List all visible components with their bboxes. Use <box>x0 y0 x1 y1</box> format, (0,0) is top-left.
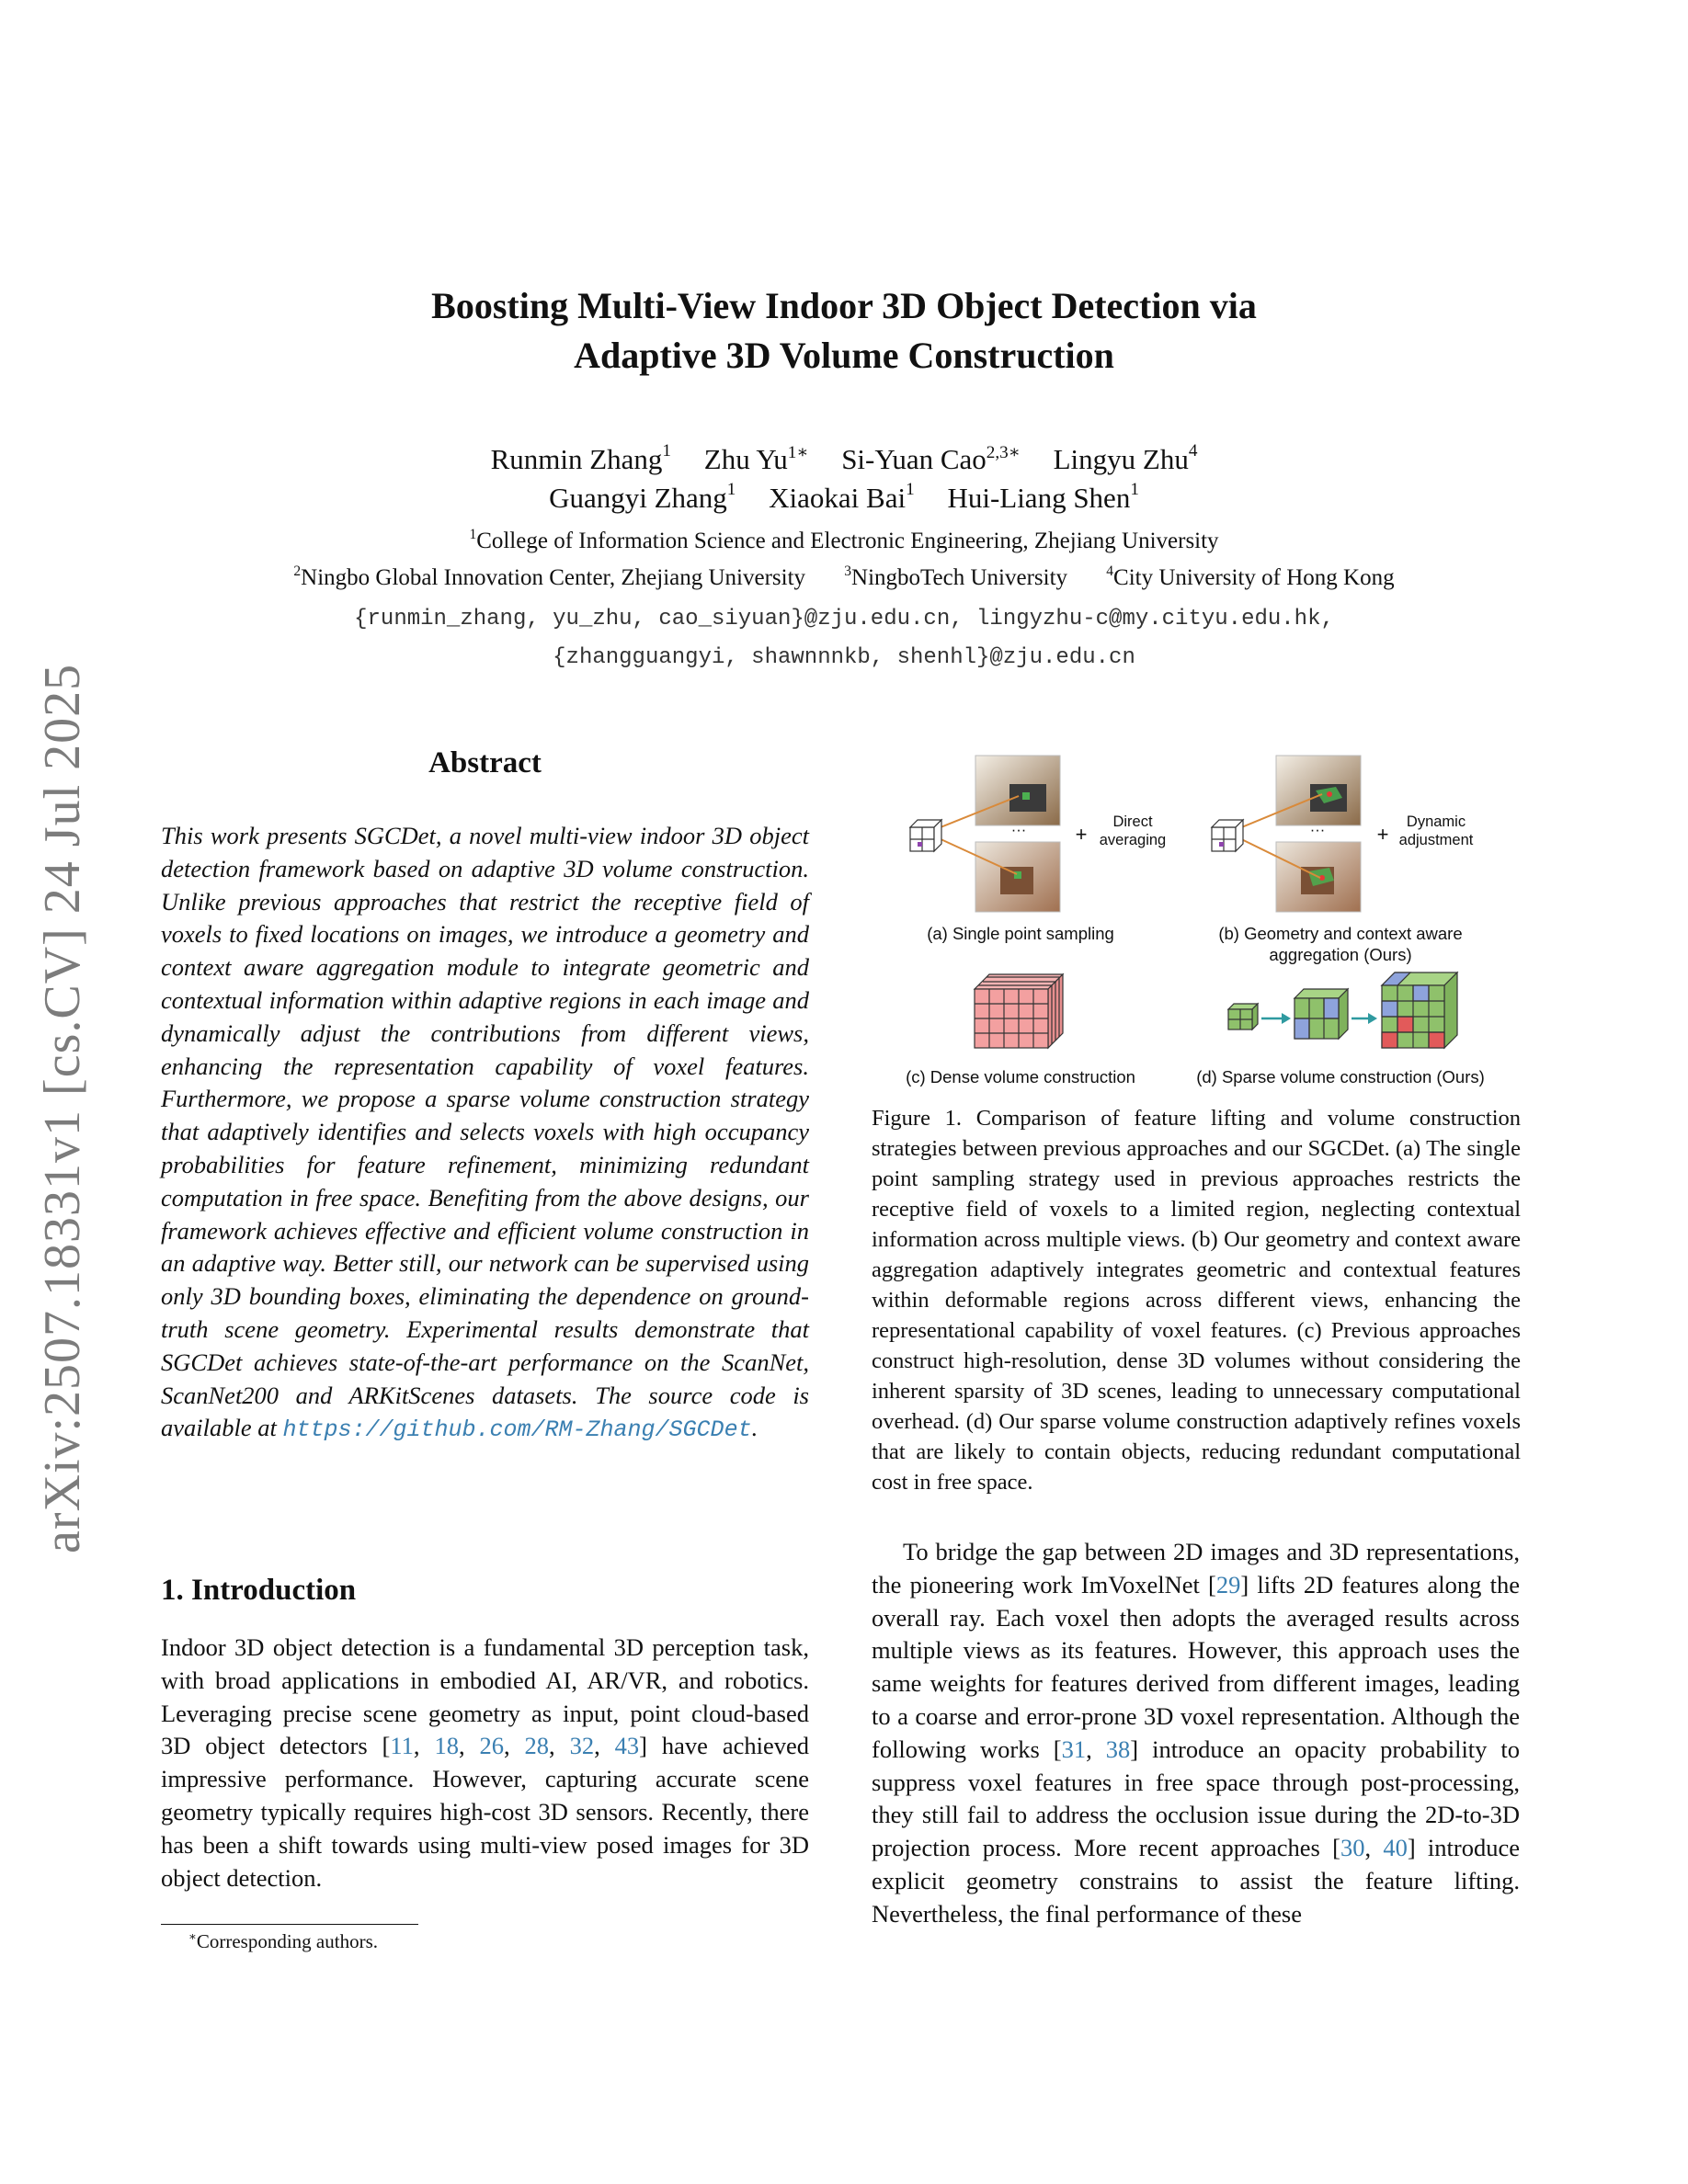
arxiv-identifier: arXiv:2507.18331v1 [cs.CV] 24 Jul 2025 <box>34 663 91 1553</box>
body-text: , <box>1364 1834 1384 1862</box>
voxel-cube-a <box>910 820 941 851</box>
caption-label: Figure 1. <box>872 1106 963 1131</box>
right-column-paragraph <box>872 1536 1520 1931</box>
body-text: To bridge the gap between 2D images and 3D representations, the pioneering work ImVoxelNet [ <box>872 1538 1520 1598</box>
subcaption-c: (c) Dense volume construction <box>906 1067 1135 1086</box>
paper-title <box>0 281 1688 381</box>
citation-link[interactable]: 11 <box>390 1732 414 1760</box>
abstract-text: This work presents SGCDet, a novel multi-view indoor 3D object detection framework based on adaptive 3D volume construction. Unlike previous approaches that restrict the receptive field of voxels to fixed locations on images, we introduce a geometry and context aware aggregation module to integrate geometric and contextual information within adaptive regions in each image and dynamically adjust the contributions from different views, enhancing the representation capability of voxel features. Furthermore, we propose a sparse volume construction strategy that adaptively identifies and selects voxels with high occupancy probabilities for feature refinement, minimizing redundant computation in free space. Benefiting from the above designs, our framework achieves effective and efficient volume construction in an adaptive way. Better still, our network can be supervised using only 3D bounding boxes, eliminating the dependence on ground-truth scene geometry. Experimental results demonstrate that SGCDet achieves state-of-the-art performance on the ScanNet, ScanNet200 and ARKitScenes datasets. The source code is available at <box>161 822 809 1442</box>
abstract-heading: Abstract <box>428 746 542 779</box>
body-text: , <box>1086 1735 1106 1763</box>
author: Xiaokai Bai$^1$ <box>769 480 915 514</box>
citation-link[interactable]: 32 <box>569 1732 595 1760</box>
dense-volume-cube <box>975 974 1063 1048</box>
footnote-rule <box>161 1924 418 1925</box>
citation-link[interactable]: 38 <box>1105 1735 1131 1763</box>
figure-1-graphic <box>872 743 1521 1092</box>
affiliation: $^2$Ningbo Global Innovation Center, Zhejiang University <box>293 563 806 590</box>
body-text: ] introduce explicit geometry constrains to assist the feature lifting. Nevertheless, the final performance of these <box>872 1834 1520 1928</box>
citation-link[interactable]: 28 <box>524 1732 550 1760</box>
room-image-a-top <box>975 756 1060 825</box>
sparse-cube-medium <box>1295 989 1348 1039</box>
citation-link[interactable]: 30 <box>1340 1834 1365 1862</box>
affiliation-row-2 <box>0 565 1688 591</box>
voxel-cube-b <box>1212 820 1243 851</box>
subcaption-b: (b) Geometry and context aware aggregation (Ours) <box>1218 924 1463 964</box>
author: Lingyu Zhu$^4$ <box>1053 441 1198 475</box>
ellipsis-b: ··· <box>1309 822 1326 838</box>
caption-text: Comparison of feature lifting and volume construction strategies between previous approaches and our SGCDet. (a) The single point sampling strategy used in previous approaches restricts the receptive field of voxels to a limited region, neglecting contextual information across multiple views. (b) Our geometry and context aware aggregation adaptively integrates geometric and contextual features within deformable regions across different views, enhancing the representational capability of voxel features. (c) Previous approaches construct high-resolution, dense 3D volumes without considering the inherent sparsity of 3D scenes, leading to unnecessary computational overhead. (d) Our sparse volume construction adaptively refines voxels that are likely to contain objects, reducing redundant computational cost in free space. <box>872 1106 1521 1495</box>
email-line-1: {runmin_zhang, yu_zhu, cao_siyuan}@zju.edu.cn, lingyzhu-c@my.cityu.edu.hk, <box>354 607 1334 631</box>
intro-paragraph: Indoor 3D object detection is a fundamental 3D perception task, with broad applications in embodied AI, AR/VR, and robotics. Leveraging precise scene geometry as input, point cloud-based 3D object detectors [11, 18, 26, 28, 32, 43] have achieved impressive performance. However, capturing accurate scene geometry typically requires high-cost 3D sensors. Recently, there has been a shift towards using multi-view posed images for 3D object detection. <box>161 1633 809 1892</box>
figure-1 <box>872 743 1521 1092</box>
author: Si-Yuan Cao$^{2,3∗}$ <box>841 443 1021 475</box>
citation-link[interactable]: 40 <box>1383 1834 1408 1862</box>
citation-link[interactable]: 18 <box>434 1732 459 1760</box>
author: Guangyi Zhang$^1$ <box>549 480 736 514</box>
ellipsis-a: ··· <box>1010 822 1027 838</box>
title-line-1: Boosting Multi-View Indoor 3D Object Detection via <box>431 285 1257 326</box>
affiliation-row-1: $^1$College of Information Science and Electronic Engineering, Zhejiang University <box>469 527 1219 553</box>
authors-row-1 <box>0 443 1688 476</box>
author: Runmin Zhang$^1$ <box>490 441 672 475</box>
footnote: ∗Corresponding authors. <box>188 1928 379 1952</box>
abstract-end: . <box>751 1414 758 1442</box>
email-line-2: {zhangguangyi, shawnnnkb, shenhl}@zju.edu.cn <box>553 645 1135 670</box>
body-text: ] introduce an opacity probability to suppress voxel features in free space through post-processing, they still fail to address the occlusion issue during the 2D-to-3D projection process. More recent approaches [ <box>872 1735 1521 1862</box>
section-heading-introduction: 1. Introduction <box>161 1574 357 1607</box>
figure-1-caption <box>872 1103 1521 1497</box>
citation-link[interactable]: 31 <box>1061 1735 1087 1763</box>
abstract-body <box>161 820 809 1447</box>
affiliation: $^3$NingboTech University <box>844 563 1068 590</box>
authors-row-2 <box>0 482 1688 515</box>
subcaption-d: (d) Sparse volume construction (Ours) <box>1196 1067 1485 1086</box>
intro-text: ] have achieved impressive performance. However, capturing accurate scene geometry typically requires high-cost 3D sensors. Recently, there has been a shift towards using multi-view posed images for 3D object detection. <box>161 1732 809 1892</box>
author: Zhu $Yu^{1∗}$ <box>703 443 809 475</box>
refine-arrow-1 <box>1261 1013 1291 1024</box>
label-dynamic-adjustment: Dynamic adjustment <box>1398 813 1474 848</box>
plus-sign-a: + <box>1075 823 1088 846</box>
label-direct-averaging: Direct averaging <box>1099 813 1167 848</box>
room-image-a-bottom <box>975 842 1060 912</box>
title-line-2: Adaptive 3D Volume Construction <box>574 335 1114 376</box>
plus-sign-b: + <box>1376 823 1389 846</box>
author: Hui-Liang Shen$^1$ <box>947 480 1139 514</box>
citation-link[interactable]: 43 <box>614 1732 640 1760</box>
subcaption-a: (a) Single point sampling <box>927 924 1114 943</box>
sparse-cube-large <box>1382 973 1457 1048</box>
sparse-cube-small <box>1228 1004 1258 1029</box>
citation-link[interactable]: 29 <box>1215 1570 1241 1598</box>
refine-arrow-2 <box>1352 1013 1377 1024</box>
affiliation: $^4$City University of Hong Kong <box>1106 563 1395 590</box>
code-link[interactable]: https://github.com/RM-Zhang/SGCDet <box>282 1416 752 1444</box>
intro-text: Indoor 3D object detection is a fundamental 3D perception task, with broad applications in embodied AI, AR/VR, and robotics. Leveraging precise scene geometry as input, point cloud-based 3D object detectors [ <box>161 1633 809 1760</box>
citation-link[interactable]: 26 <box>479 1732 504 1760</box>
room-image-b-top <box>1276 756 1361 825</box>
body-text: ] lifts 2D features along the overall ray. Each voxel then adopts the averaged results across multiple views as its features. However, this approach uses the same weights for features derived from different images, leading to a coarse and error-prone 3D voxel representation. Although the following works [ <box>872 1570 1521 1763</box>
